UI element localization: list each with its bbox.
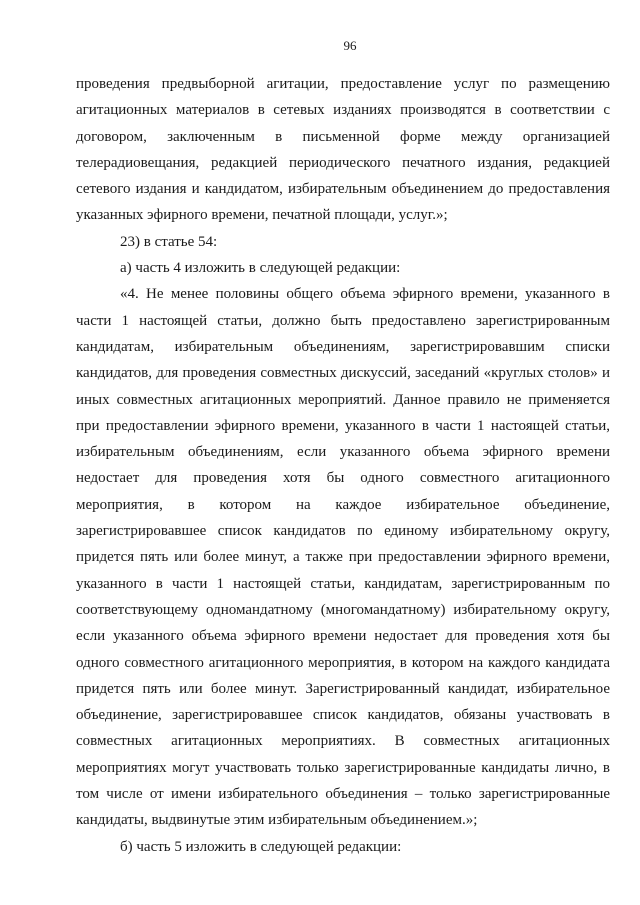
page-number: 96 [343, 38, 357, 53]
paragraph-part-4-text: «4. Не менее половины общего объема эфирного времени, указанного в части 1 настоящей статьи, должно быть предоставлено зарегистрированным кандидатам, избирательным объединениям, зарегистрировавшим списки кандидатов, для проведения совместных дискуссий, заседаний «круглых столов» и иных совместных агитационных мероприятий. Данное правило не применяется при предоставлении эфирного времени, указанного в части 1 настоящей статьи, избирательным объединениям, если указанного объема эфирного времени недостает для проведения хотя бы одного совместного агитационного мероприятия, в котором на каждое избирательное объединение, зарегистрировавшее список кандидатов по единому избирательному округу, придется пять или более минут, а также при предоставлении эфирного времени, указанного в части 1 настоящей статьи, кандидатам, зарегистрированным по соответствующему одномандатному (многомандатному) избирательному округу, если указанного объема эфирного времени недостает для проведения хотя бы одного совместного агитационного мероприятия, в котором на каждого кандидата придется пять или более минут. Зарегистрированный кандидат, избирательное объединение, зарегистрировавшее список кандидатов, обязаны участвовать в совместных агитационных мероприятиях. В совместных агитационных мероприятиях могут участвовать только зарегистрированные кандидаты лично, в том числе от имени избирательного объединения – только зарегистрированные кандидаты, выдвинутые этим избирательным объединением.»; [76, 286, 610, 829]
paragraph-subitem-b: б) часть 5 изложить в следующей редакции: [120, 838, 402, 855]
paragraph-item-23: 23) в статье 54: [120, 233, 218, 250]
document-body [76, 71, 610, 860]
paragraph-continuation: проведения предвыборной агитации, предоставление услуг по размещению агитационных материалов в сетевых изданиях производятся в соответствии с договором, заключенным в письменной форме между организацией телерадиовещания, редакцией периодического печатного издания, редакцией сетевого издания и кандидатом, избирательным объединением до предоставления указанных эфирного времени, печатной площади, услуг.»; [76, 76, 610, 224]
paragraph-subitem-a: а) часть 4 изложить в следующей редакции: [120, 260, 401, 277]
